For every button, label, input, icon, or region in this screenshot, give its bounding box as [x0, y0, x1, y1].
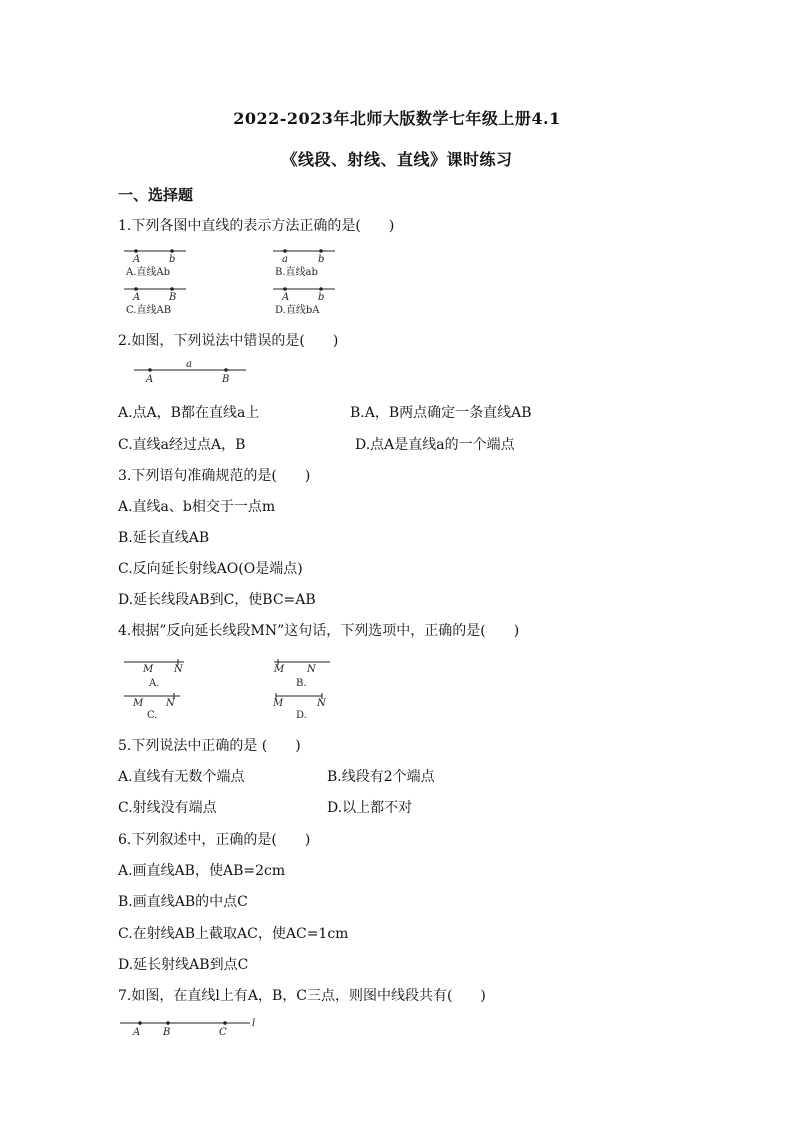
- q4-a-caption: A.: [149, 678, 160, 689]
- q6-option-c: C.在射线AB上截取AC，使AC=1cm: [118, 926, 349, 942]
- q2-option-a: A.点A，B都在直线a上: [118, 405, 260, 421]
- q4-b-point-1: M: [274, 664, 285, 675]
- q4-option-a-figure: [124, 659, 184, 689]
- q4-option-d-figure: [272, 693, 327, 721]
- q2-point-2: B: [222, 374, 230, 385]
- question-4-stem: 4.根据”反向延长线段MN”这句话，下列选项中，正确的是( ): [118, 623, 520, 639]
- question-1-stem: 1.下列各图中直线的表示方法正确的是( ): [118, 218, 395, 234]
- q1-c-point-1: A: [133, 292, 141, 303]
- q1-a-point-2: b: [169, 254, 176, 265]
- q7-point-a: A: [133, 1027, 141, 1038]
- q2-option-b: B.A，B两点确定一条直线AB: [350, 405, 532, 421]
- q4-b-caption: B.: [296, 678, 307, 689]
- q1-option-b-figure: [273, 249, 335, 278]
- q1-d-point-2: b: [318, 292, 325, 303]
- q1-d-point-1: A: [282, 292, 290, 303]
- q3-option-c: C.反向延长射线AO(O是端点): [118, 561, 303, 577]
- q2-option-c: C.直线a经过点A，B: [118, 437, 246, 453]
- q1-b-point-2: b: [318, 254, 325, 265]
- q1-c-caption: C.直线AB: [126, 305, 172, 316]
- question-2-stem: 2.如图，下列说法中错误的是( ): [118, 333, 339, 349]
- q4-d-point-2: N: [317, 698, 326, 709]
- q7-point-c: C: [219, 1027, 227, 1038]
- q1-b-point-1: a: [282, 254, 288, 265]
- q4-c-point-1: M: [133, 698, 144, 709]
- q4-c-point-2: N: [166, 698, 175, 709]
- q3-option-d: D.延长线段AB到C，使BC=AB: [118, 592, 316, 608]
- q1-option-c-figure: [124, 287, 186, 316]
- q1-c-point-2: B: [169, 292, 177, 303]
- section-heading: 一、选择题: [118, 186, 194, 204]
- question-7-figure: [118, 1016, 268, 1040]
- question-5-stem: 5.下列说法中正确的是 ( ): [118, 738, 301, 754]
- q4-option-b-figure: [273, 659, 330, 689]
- q5-option-a: A.直线有无数个端点: [118, 769, 245, 785]
- worksheet-subtitle: 《线段、射线、直线》课时练习: [281, 150, 513, 169]
- q4-c-caption: C.: [147, 710, 158, 721]
- q2-line-label: a: [186, 359, 192, 370]
- q5-option-b: B.线段有2个端点: [327, 769, 435, 785]
- q7-line-label: l: [252, 1018, 256, 1029]
- question-1-figure: [118, 246, 348, 318]
- q1-a-point-1: A: [133, 254, 141, 265]
- q4-d-point-1: M: [273, 698, 284, 709]
- q1-option-d-figure: [273, 287, 335, 316]
- q2-point-1: A: [146, 374, 154, 385]
- q4-a-point-1: M: [143, 664, 154, 675]
- q6-option-d: D.延长射线AB到点C: [118, 957, 249, 973]
- question-4-figure: [118, 656, 338, 722]
- question-6-stem: 6.下列叙述中，正确的是( ): [118, 832, 311, 848]
- q1-option-a-figure: [124, 249, 186, 278]
- q4-option-c-figure: [124, 693, 180, 721]
- q5-option-c: C.射线没有端点: [118, 800, 217, 816]
- worksheet-title: 2022-2023年北师大版数学七年级上册4.1: [233, 109, 561, 128]
- q4-d-caption: D.: [296, 710, 307, 721]
- q2-option-d: D.点A是直线a的一个端点: [355, 437, 515, 453]
- q1-b-caption: B.直线ab: [275, 267, 318, 278]
- question-7-stem: 7.如图，在直线l上有A，B，C三点，则图中线段共有( ): [118, 988, 486, 1004]
- q5-option-d: D.以上都不对: [327, 800, 413, 816]
- q6-option-b: B.画直线AB的中点C: [118, 894, 248, 910]
- q4-b-point-2: N: [307, 664, 316, 675]
- q4-a-point-2: N: [174, 664, 183, 675]
- q3-option-b: B.延长直线AB: [118, 530, 210, 546]
- q6-option-a: A.画直线AB，使AB=2cm: [118, 863, 286, 879]
- question-3-stem: 3.下列语句准确规范的是( ): [118, 468, 311, 484]
- q3-option-a: A.直线a、b相交于一点m: [118, 499, 276, 515]
- q1-a-caption: A.直线Ab: [126, 267, 171, 278]
- q1-d-caption: D.直线bA: [275, 305, 320, 316]
- question-2-figure: [130, 359, 250, 386]
- q7-point-b: B: [163, 1027, 171, 1038]
